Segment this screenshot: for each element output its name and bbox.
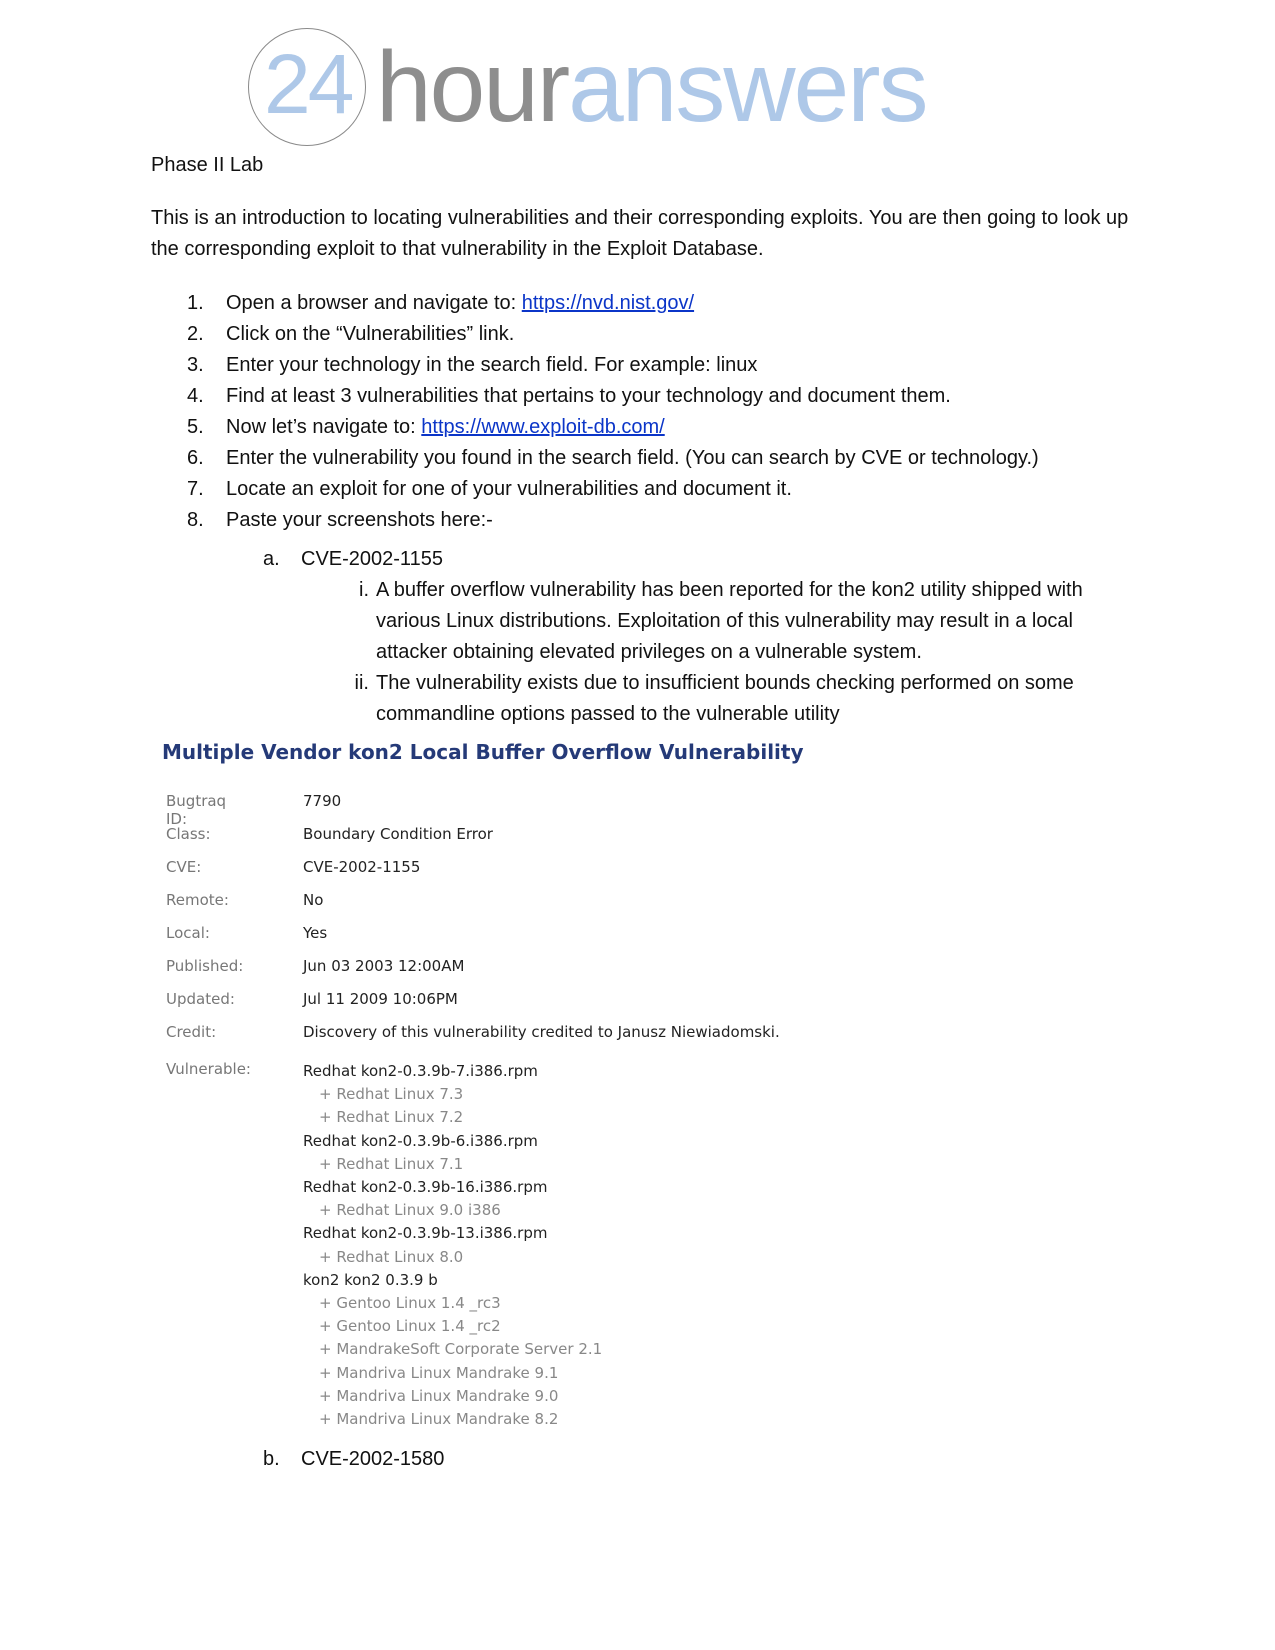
sub-item-heading (151, 544, 1131, 575)
field-label: CVE: (166, 858, 202, 876)
vulnerable-platform: + Gentoo Linux 1.4 _rc3 (319, 1294, 501, 1313)
intro-paragraph: This is an introduction to locating vulnerabilities and their corresponding exploits. You are then going to look up the corresponding exploit to that vulnerability in the Exploit Database. (151, 207, 1129, 260)
step-text: Open a browser and navigate to: (226, 292, 522, 314)
nvd-link[interactable]: https://nvd.nist.gov/ (521, 292, 695, 314)
vulnerable-package: Redhat kon2-0.3.9b-16.i386.rpm (303, 1178, 548, 1197)
doc-title: Phase II Lab (151, 154, 264, 176)
sub-item-a (151, 544, 1131, 730)
step-text: Now let’s navigate to: (226, 416, 422, 438)
step-item (151, 412, 1131, 443)
vulnerable-package: kon2 kon2 0.3.9 b (303, 1270, 438, 1289)
logo-number: 24 (264, 37, 352, 131)
field-label: Local: (166, 924, 210, 942)
sub-item-letter: b. (263, 1448, 280, 1470)
step-number: 8. (187, 509, 204, 531)
step-item (151, 443, 1131, 474)
exploit-db-link[interactable]: https://www.exploit-db.com/ (421, 416, 665, 438)
vulnerable-platform: + Redhat Linux 7.3 (319, 1085, 464, 1104)
vulnerable-list (303, 1060, 602, 1431)
step-item (151, 474, 1131, 505)
field-value: 7790 (303, 792, 342, 810)
steps-list (151, 288, 1131, 536)
field-label: Bugtraq ID: (166, 792, 227, 828)
logo-wordmark (376, 32, 927, 142)
vulnerable-platform: + MandrakeSoft Corporate Server 2.1 (319, 1340, 603, 1359)
vulnerable-label: Vulnerable: (166, 1060, 251, 1078)
step-number: 7. (187, 478, 204, 500)
vulnerable-package: Redhat kon2-0.3.9b-7.i386.rpm (303, 1062, 538, 1080)
step-number: 1. (187, 292, 204, 314)
step-text: Paste your screenshots here:- (226, 509, 493, 531)
brand-logo (248, 28, 968, 148)
detail-text: The vulnerability exists due to insufficient bounds checking performed on some commandline options passed to the vulnerable utility (376, 672, 1074, 725)
field-label: Updated: (166, 990, 235, 1008)
step-text: Find at least 3 vulnerabilities that pertains to your technology and document them. (226, 385, 951, 407)
field-label: Credit: (166, 1023, 217, 1041)
step-text: Click on the “Vulnerabilities” link. (226, 323, 515, 345)
step-item (151, 319, 1131, 350)
field-value: No (303, 891, 324, 909)
step-text: Locate an exploit for one of your vulnerabilities and document it. (226, 478, 792, 500)
step-text: Enter your technology in the search field. For example: linux (226, 354, 758, 376)
step-item (151, 350, 1131, 381)
detail-numeral: i. (359, 579, 369, 601)
detail-point (151, 575, 1131, 668)
sub-item-cve: CVE-2002-1580 (301, 1448, 445, 1470)
field-value: CVE-2002-1155 (303, 858, 421, 876)
detail-numeral: ii. (354, 672, 369, 694)
step-number: 5. (187, 416, 204, 438)
vulnerable-platform: + Mandriva Linux Mandrake 9.0 (319, 1386, 559, 1405)
field-value: Jun 03 2003 12:00AM (303, 957, 465, 975)
step-number: 4. (187, 385, 204, 407)
detail-point (151, 668, 1131, 730)
step-item (151, 381, 1131, 412)
step-number: 6. (187, 447, 204, 469)
field-label: Class: (166, 825, 211, 843)
vulnerable-platform: + Redhat Linux 8.0 (319, 1247, 464, 1266)
vulnerable-platform: + Mandriva Linux Mandrake 8.2 (319, 1410, 559, 1429)
field-label: Remote: (166, 891, 229, 909)
step-number: 3. (187, 354, 204, 376)
vulnerable-package: Redhat kon2-0.3.9b-13.i386.rpm (303, 1224, 548, 1243)
vulnerable-platform: + Gentoo Linux 1.4 _rc2 (319, 1317, 501, 1336)
step-number: 2. (187, 323, 204, 345)
field-value: Yes (303, 924, 328, 942)
screenshot-title: Multiple Vendor kon2 Local Buffer Overflow Vulnerability (162, 740, 804, 764)
vulnerable-platform: + Redhat Linux 9.0 i386 (319, 1201, 501, 1220)
step-text: Enter the vulnerability you found in the search field. (You can search by CVE or technology.) (226, 447, 1039, 469)
logo-word-hour: hour (376, 31, 569, 143)
sub-item-cve: CVE-2002-1155 (301, 548, 443, 570)
step-item (151, 505, 1131, 536)
vulnerable-platform: + Redhat Linux 7.2 (319, 1108, 464, 1127)
field-label: Published: (166, 957, 244, 975)
vulnerable-platform: + Redhat Linux 7.1 (319, 1154, 464, 1173)
field-value: Boundary Condition Error (303, 825, 493, 843)
vulnerable-platform: + Mandriva Linux Mandrake 9.1 (319, 1363, 559, 1382)
field-value: Discovery of this vulnerability credited to Janusz Niewiadomski. (303, 1023, 780, 1041)
sub-item-letter: a. (263, 548, 280, 570)
field-value: Jul 11 2009 10:06PM (303, 990, 458, 1008)
step-item (151, 288, 1131, 319)
vulnerable-package: Redhat kon2-0.3.9b-6.i386.rpm (303, 1131, 538, 1150)
logo-word-answers: answers (568, 31, 927, 143)
detail-text: A buffer overflow vulnerability has been reported for the kon2 utility shipped with various Linux distributions. Exploitation of this vulnerability may result in a local attacker obtaining elevated privileges on a vulnerable system. (376, 579, 1083, 663)
